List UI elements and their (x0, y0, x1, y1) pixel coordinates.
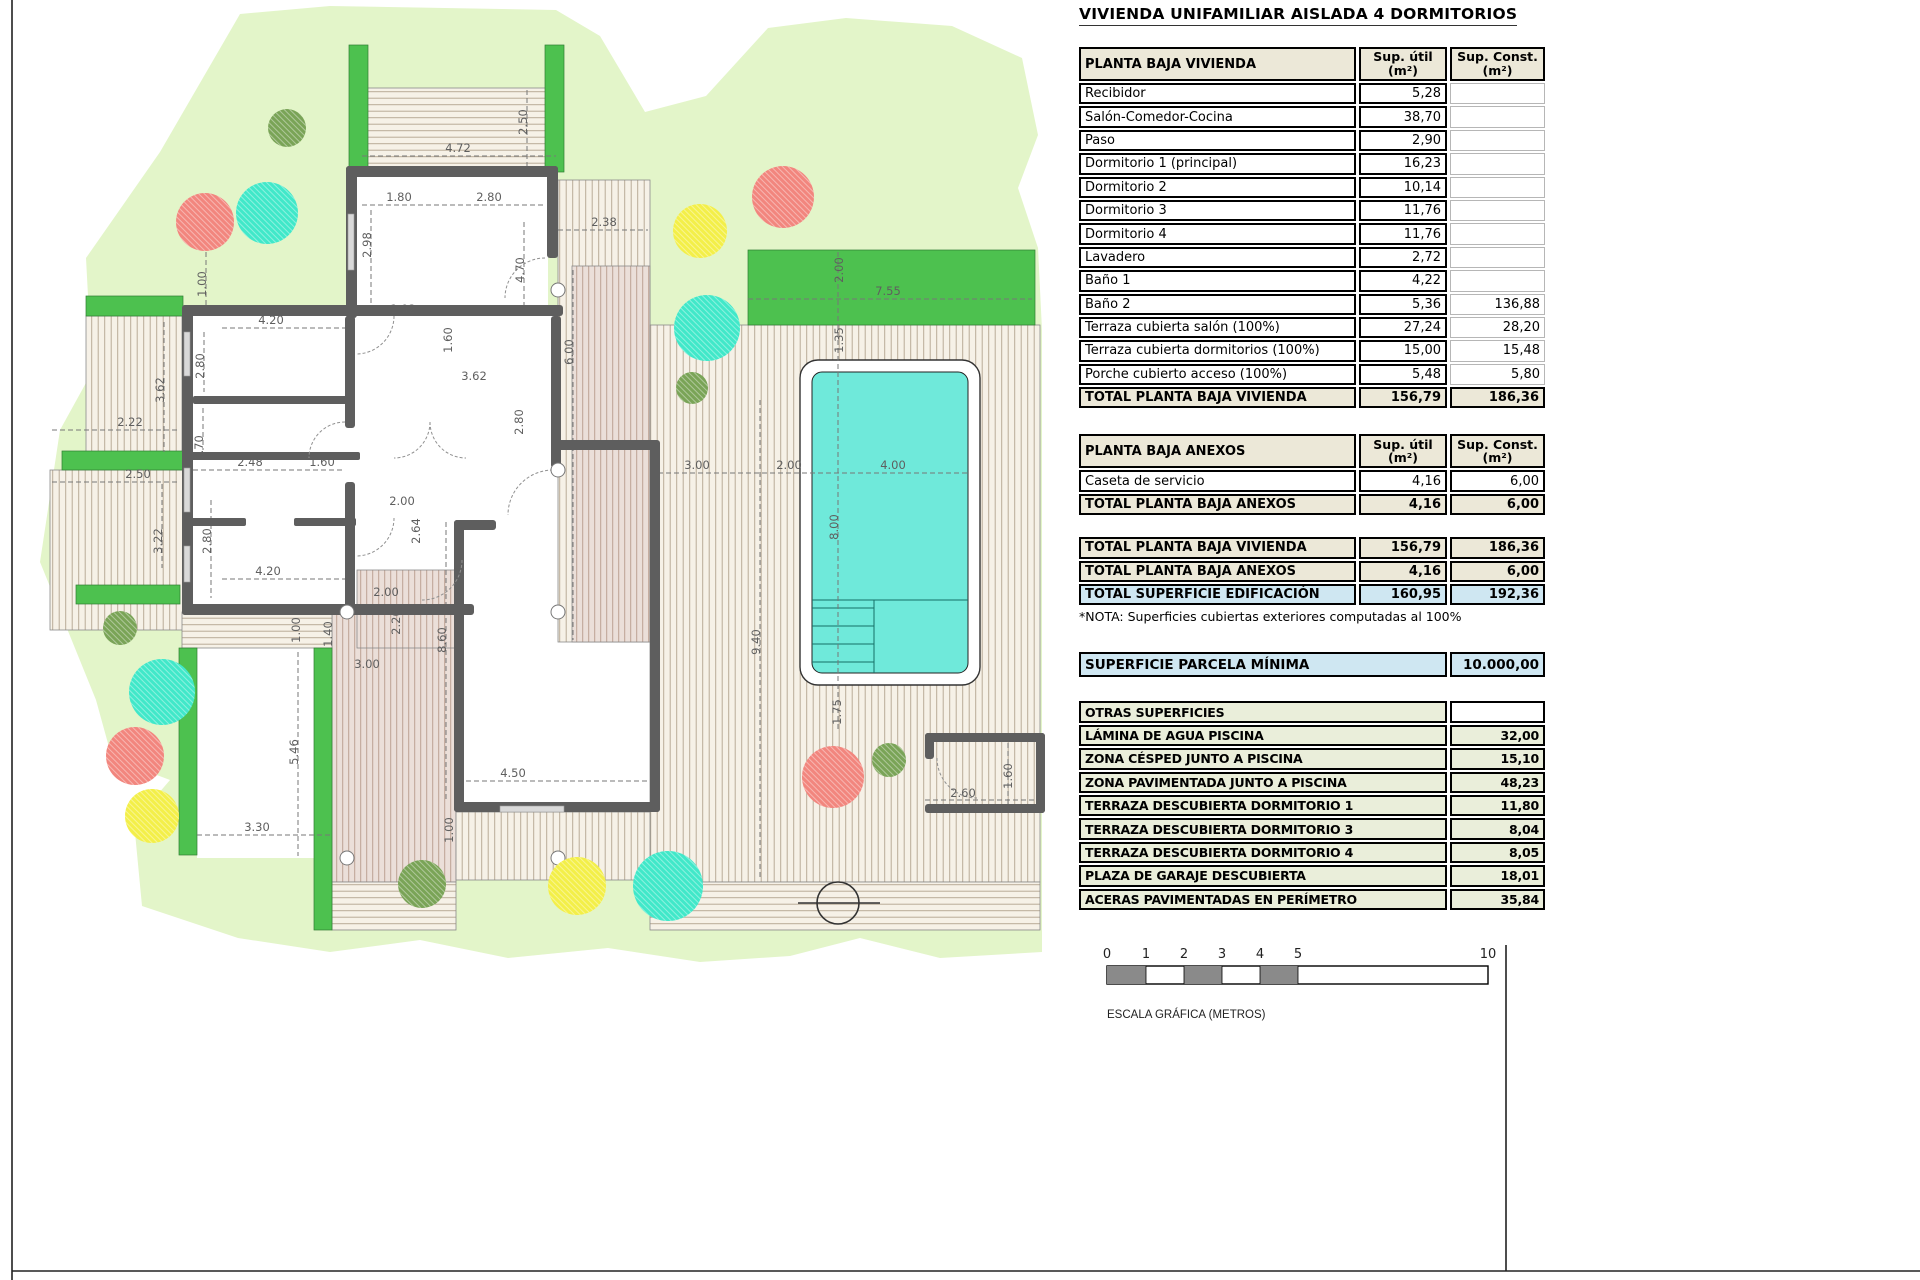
row-label: Salón-Comedor-Cocina (1079, 106, 1356, 127)
row-label: Terraza cubierta dormitorios (100%) (1079, 340, 1356, 361)
row-value: 15,10 (1450, 748, 1545, 769)
tree-hatch (633, 851, 703, 921)
tree-hatch (548, 857, 606, 915)
dimension-label: 4.50 (500, 766, 526, 780)
dimension-label: 2.50 (125, 467, 151, 481)
table-row (1079, 364, 1545, 385)
row-value: 18,01 (1450, 865, 1545, 886)
table-row (1079, 247, 1545, 268)
column-header (1450, 701, 1545, 722)
column-header: Sup. Const. (m²) (1450, 47, 1545, 81)
tree-hatch (752, 166, 814, 228)
table-parcela-minima (1079, 652, 1545, 677)
row-value-const: 186,36 (1450, 387, 1545, 408)
dimension-label: 2.98 (360, 232, 374, 258)
row-label: Dormitorio 4 (1079, 223, 1356, 244)
row-label: Lavadero (1079, 247, 1356, 268)
row-value-util: 5,48 (1359, 364, 1447, 385)
row-value-const (1450, 177, 1545, 198)
table-row (1079, 177, 1545, 198)
row-value-const (1450, 200, 1545, 221)
row-value: 8,05 (1450, 842, 1545, 863)
row-value-util: 5,36 (1359, 294, 1447, 315)
table-row (1079, 494, 1545, 515)
row-label: Dormitorio 1 (principal) (1079, 153, 1356, 174)
column-header: Sup. útil (m²) (1359, 47, 1447, 81)
scale-tick-label: 1 (1141, 947, 1151, 962)
row-value-const (1450, 223, 1545, 244)
dimension-label: 1.60 (1001, 763, 1015, 789)
row-value-const: 28,20 (1450, 317, 1545, 338)
table-row (1079, 865, 1545, 886)
row-label: Baño 2 (1079, 294, 1356, 315)
table-row (1079, 889, 1545, 910)
table-row (1079, 795, 1545, 816)
row-value-util: 4,22 (1359, 270, 1447, 291)
scale-tick-label: 4 (1255, 947, 1265, 962)
scale-tick-label: 5 (1293, 947, 1303, 962)
row-label: TERRAZA DESCUBIERTA DORMITORIO 4 (1079, 842, 1447, 863)
row-label: Paso (1079, 130, 1356, 151)
dimension-label: 1.40 (321, 621, 335, 647)
row-label: TOTAL PLANTA BAJA ANEXOS (1079, 494, 1356, 515)
dimension-label: 2.50 (516, 109, 530, 135)
dimension-label: 2.80 (512, 409, 526, 435)
table-row (1079, 470, 1545, 491)
table-row (1079, 748, 1545, 769)
row-label: Terraza cubierta salón (100%) (1079, 317, 1356, 338)
row-label: Porche cubierto acceso (100%) (1079, 364, 1356, 385)
row-label: TERRAZA DESCUBIERTA DORMITORIO 3 (1079, 818, 1447, 839)
dimension-label: 4.20 (255, 564, 281, 578)
scale-tick-label: 0 (1102, 947, 1112, 962)
row-label: TERRAZA DESCUBIERTA DORMITORIO 1 (1079, 795, 1447, 816)
row-label: ACERAS PAVIMENTADAS EN PERÍMETRO (1079, 889, 1447, 910)
tree-hatch (129, 659, 195, 725)
dimension-label: 2.00 (389, 494, 415, 508)
row-value-const: 6,00 (1450, 561, 1545, 582)
scale-tick-label: 2 (1179, 947, 1189, 962)
tree-hatch (676, 372, 708, 404)
tree-hatch (673, 204, 727, 258)
row-value-util: 156,79 (1359, 537, 1447, 558)
scale-bar-segment (1260, 966, 1298, 984)
dimension-label: 2.20 (389, 609, 403, 635)
row-value-util: 2,72 (1359, 247, 1447, 268)
row-label: Baño 1 (1079, 270, 1356, 291)
table-row (1079, 294, 1545, 315)
dimension-label: 1.00 (195, 271, 209, 297)
tree-hatch (674, 295, 740, 361)
table-row (1079, 106, 1545, 127)
row-label: TOTAL PLANTA BAJA ANEXOS (1079, 561, 1356, 582)
dimension-label: 4.70 (513, 257, 527, 283)
dimension-label: 3.22 (151, 528, 165, 554)
dimension-label: 2.00 (832, 257, 846, 283)
row-value-const (1450, 106, 1545, 127)
row-value-util: 2,90 (1359, 130, 1447, 151)
table-row (1079, 200, 1545, 221)
tree-hatch (176, 193, 234, 251)
row-label: Caseta de servicio (1079, 470, 1356, 491)
row-value-const: 15,48 (1450, 340, 1545, 361)
row-label: Dormitorio 3 (1079, 200, 1356, 221)
dimension-label: 3.00 (684, 458, 710, 472)
table-row (1079, 818, 1545, 839)
row-label: ZONA CÉSPED JUNTO A PISCINA (1079, 748, 1447, 769)
dimension-label: 6.00 (562, 339, 576, 365)
table-row (1079, 83, 1545, 104)
row-value-util: 16,23 (1359, 153, 1447, 174)
dimension-label: 5.46 (287, 739, 301, 765)
dimension-label: 1.80 (386, 190, 412, 204)
scale-tick-label: 3 (1217, 947, 1227, 962)
nota-text: *NOTA: Superficies cubiertas exteriores computadas al 100% (1079, 609, 1462, 625)
row-value-const: 192,36 (1450, 584, 1545, 605)
tree-hatch (398, 860, 446, 908)
row-value-const: 6,00 (1450, 494, 1545, 515)
row-value: 35,84 (1450, 889, 1545, 910)
table-row (1079, 772, 1545, 793)
table-header (1079, 701, 1545, 722)
table-planta-baja-vivienda (1079, 47, 1545, 408)
table-row (1079, 561, 1545, 582)
row-value: 32,00 (1450, 725, 1545, 746)
dimension-label: 1.70 (192, 435, 206, 461)
scale-tick-label: 10 (1479, 947, 1497, 962)
table-row (1079, 387, 1545, 408)
row-value-const: 136,88 (1450, 294, 1545, 315)
column-header: Sup. útil (m²) (1359, 434, 1447, 468)
row-value-util: 4,16 (1359, 494, 1447, 515)
table-planta-baja-anexos (1079, 434, 1545, 515)
row-value-const: 186,36 (1450, 537, 1545, 558)
row-value-const: 6,00 (1450, 470, 1545, 491)
row-value-const (1450, 153, 1545, 174)
column-header: Sup. Const. (m²) (1450, 434, 1545, 468)
row-value-util: 4,16 (1359, 470, 1447, 491)
table-header (1079, 434, 1545, 468)
summary-panel (1079, 4, 1545, 912)
row-label: TOTAL SUPERFICIE EDIFICACIÓN (1079, 584, 1356, 605)
dimension-label: 9.40 (749, 629, 763, 655)
table-header (1079, 47, 1545, 81)
tree-hatch (802, 746, 864, 808)
row-value-const (1450, 83, 1545, 104)
table-row (1079, 153, 1545, 174)
row-label: Recibidor (1079, 83, 1356, 104)
dimension-label: 3.62 (153, 377, 167, 403)
dimension-label: 2.64 (409, 518, 423, 544)
row-value-util: 160,95 (1359, 584, 1447, 605)
row-value: 10.000,00 (1450, 652, 1545, 677)
dimension-label: 3.00 (354, 657, 380, 671)
row-value-util: 15,00 (1359, 340, 1447, 361)
dimension-label: 2.00 (373, 585, 399, 599)
table-row (1079, 317, 1545, 338)
dimension-label: 1.00 (442, 817, 456, 843)
tree-hatch (236, 182, 298, 244)
row-value-const: 5,80 (1450, 364, 1545, 385)
dimension-label: 7.55 (875, 284, 901, 298)
column-header: OTRAS SUPERFICIES (1079, 701, 1447, 722)
row-value-const (1450, 130, 1545, 151)
dimension-label: 1.75 (830, 699, 844, 725)
dimension-label: 2.00 (776, 458, 802, 472)
dimension-label: 8.00 (827, 514, 841, 540)
dimension-label: 2.22 (117, 415, 143, 429)
row-value-util: 156,79 (1359, 387, 1447, 408)
dimension-label: 3.62 (461, 369, 487, 383)
table-row (1079, 223, 1545, 244)
dimension-label: 2.80 (200, 528, 214, 554)
table-otras-superficies (1079, 701, 1545, 910)
tree-hatch (103, 611, 137, 645)
row-label: ZONA PAVIMENTADA JUNTO A PISCINA (1079, 772, 1447, 793)
row-value-util: 27,24 (1359, 317, 1447, 338)
row-value-util: 11,76 (1359, 223, 1447, 244)
row-value-util: 4,16 (1359, 561, 1447, 582)
dimension-label: 1.35 (832, 327, 846, 353)
dimension-label: 4.72 (445, 141, 471, 155)
row-label: TOTAL PLANTA BAJA VIVIENDA (1079, 387, 1356, 408)
dimension-label: 2.80 (476, 190, 502, 204)
table-row (1079, 725, 1545, 746)
row-label: PLAZA DE GARAJE DESCUBIERTA (1079, 865, 1447, 886)
row-label: LÁMINA DE AGUA PISCINA (1079, 725, 1447, 746)
scale-bar (1103, 947, 1496, 1021)
tree-hatch (872, 743, 906, 777)
row-value-util: 38,70 (1359, 106, 1447, 127)
column-header: PLANTA BAJA ANEXOS (1079, 434, 1356, 468)
table-totales (1079, 537, 1545, 605)
table-row (1079, 270, 1545, 291)
row-label: Dormitorio 2 (1079, 177, 1356, 198)
table-row (1079, 130, 1545, 151)
dimension-label: 8.60 (435, 627, 449, 653)
table-row (1079, 340, 1545, 361)
tree-hatch (125, 789, 179, 843)
row-value-util: 5,28 (1359, 83, 1447, 104)
row-value-const (1450, 247, 1545, 268)
row-value: 11,80 (1450, 795, 1545, 816)
row-label: SUPERFICIE PARCELA MÍNIMA (1079, 652, 1447, 677)
tree-hatch (106, 727, 164, 785)
scale-bar-segment (1184, 966, 1222, 984)
dimension-label: 4.20 (258, 313, 284, 327)
dimension-label: 1.60 (441, 327, 455, 353)
row-value: 48,23 (1450, 772, 1545, 793)
scale-bar-segment (1107, 966, 1146, 984)
row-value: 8,04 (1450, 818, 1545, 839)
page-title: VIVIENDA UNIFAMILIAR AISLADA 4 DORMITORIOS (1079, 5, 1517, 26)
dimension-label: 1.92 (390, 302, 416, 316)
table-row (1079, 842, 1545, 863)
dimension-label: 2.60 (950, 786, 976, 800)
dimension-label: 1.60 (309, 455, 335, 469)
column-header: PLANTA BAJA VIVIENDA (1079, 47, 1356, 81)
row-value-util: 10,14 (1359, 177, 1447, 198)
dimension-label: 1.00 (289, 617, 303, 643)
scale-caption: ESCALA GRÁFICA (METROS) (1107, 1009, 1266, 1021)
table-row (1079, 537, 1545, 558)
dimension-label: 4.00 (880, 458, 906, 472)
tree-hatch (268, 109, 306, 147)
dimension-label: 2.80 (193, 353, 207, 379)
dimension-label: 2.38 (591, 215, 617, 229)
row-value-const (1450, 270, 1545, 291)
dimension-label: 2.48 (237, 455, 263, 469)
row-value-util: 11,76 (1359, 200, 1447, 221)
row-label: TOTAL PLANTA BAJA VIVIENDA (1079, 537, 1356, 558)
table-row (1079, 584, 1545, 605)
dimension-label: 3.30 (244, 820, 270, 834)
